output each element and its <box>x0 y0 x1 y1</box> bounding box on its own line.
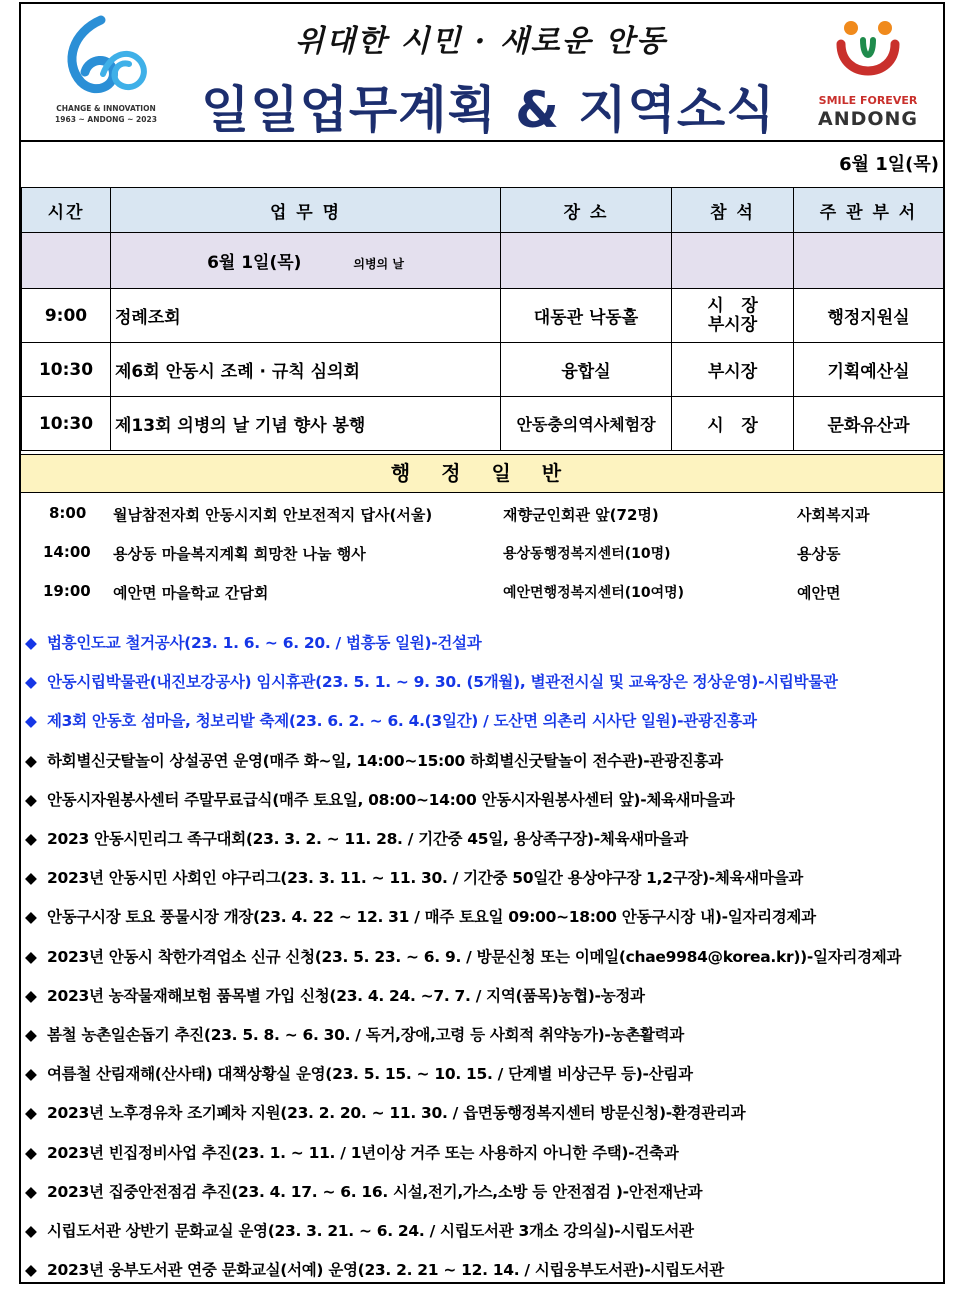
col-header-task: 업 무 명 <box>111 188 501 233</box>
notice-text: 법흥인도교 철거공사(23. 1. 6. ~ 6. 20. / 법흥동 일원)-건설과 <box>47 634 482 652</box>
header <box>21 4 943 142</box>
diamond-bullet-icon: ◆ <box>25 1026 37 1044</box>
row-time: 10:30 <box>22 397 111 451</box>
page-title: 일일업무계획 & 지역소식 <box>201 81 776 139</box>
row-attend: 시 장 <box>672 397 794 451</box>
table-row <box>22 289 944 343</box>
admin-dept: 사회복지과 <box>797 506 870 524</box>
notice-text: 여름철 산림재해(산사태) 대책상황실 운영(23. 5. 15. ~ 10. 15. / 단계별 비상근무 등)-산림과 <box>47 1065 693 1084</box>
col-header-dept: 주 관 부 서 <box>794 188 944 233</box>
diamond-bullet-icon: ◆ <box>25 947 37 966</box>
logo-caption-2: 1963 ~ ANDONG ~ 2023 <box>55 115 157 124</box>
diamond-bullet-icon: ◆ <box>25 634 37 652</box>
diamond-bullet-icon: ◆ <box>25 986 37 1005</box>
row-dept: 행정지원실 <box>794 289 944 343</box>
col-header-attend: 참 석 <box>672 188 794 233</box>
admin-time: 8:00 <box>49 504 87 522</box>
diamond-bullet-icon: ◆ <box>25 712 37 731</box>
row-place: 융합실 <box>501 343 672 397</box>
notice-text: 2023년 농작물재해보험 품목별 가입 신청(23. 4. 24. ~7. 7. / 지역(품목)농협)-농정과 <box>47 986 645 1005</box>
admin-task: 용상동 마을복지계획 희망찬 나눔 행사 <box>113 545 366 563</box>
notice-item <box>25 984 941 1006</box>
diamond-bullet-icon: ◆ <box>25 869 37 888</box>
notice-item <box>25 631 941 653</box>
admin-time: 14:00 <box>43 543 91 561</box>
notice-item <box>25 1141 941 1163</box>
row-place: 안동충의역사체험장 <box>501 397 672 451</box>
admin-dept: 예안면 <box>797 584 841 602</box>
admin-task: 예안면 마을학교 간담회 <box>113 584 269 602</box>
diamond-bullet-icon: ◆ <box>25 830 37 848</box>
notice-item <box>25 1062 941 1084</box>
notice-text: 안동구시장 토요 풍물시장 개장(23. 4. 22 ~ 12. 31 / 매주 토요일 09:00~18:00 안동구시장 내)-일자리경제과 <box>47 908 816 927</box>
admin-task: 월남참전자회 안동시지회 안보전적지 답사(서울) <box>113 506 433 524</box>
notice-item <box>25 670 941 692</box>
slogan: 위대한 시민 · 새로운 안동 <box>294 24 668 59</box>
notice-text: 2023년 안동시민 사회인 야구리그(23. 3. 11. ~ 11. 30. / 기간중 50일간 용상야구장 1,2구장)-체육새마을과 <box>47 869 803 888</box>
document-frame <box>19 2 945 1284</box>
notice-text: 안동시자원봉사센터 주말무료급식(매주 토요일, 08:00~14:00 안동시자원봉사센터 앞)-체육새마을과 <box>47 790 735 809</box>
notice-text: 2023년 빈집정비사업 추진(23. 1. ~ 11. / 1년이상 거주 또는 사용하지 아니한 주택)-건축과 <box>47 1143 679 1162</box>
row-dept: 문화유산과 <box>794 397 944 451</box>
sixty-anniversary-icon <box>51 12 161 104</box>
row-task: 제13회 의병의 날 기념 향사 봉행 <box>111 397 501 451</box>
notice-text: 2023년 노후경유차 조기폐차 지원(23. 2. 20. ~ 11. 30. / 읍면동행정복지센터 방문신청)-환경관리과 <box>47 1104 746 1123</box>
notice-item <box>25 945 941 967</box>
notice-item <box>25 1258 941 1280</box>
admin-row <box>21 582 943 604</box>
day-label: 6월 1일(목) <box>207 253 302 273</box>
diamond-bullet-icon: ◆ <box>25 751 37 770</box>
admin-row <box>21 543 943 565</box>
notice-item <box>25 749 941 771</box>
document-date: 6월 1일(목) <box>839 154 939 175</box>
logo-andong: ANDONG <box>817 108 919 130</box>
notice-text: 2023년 안동시 착한가격업소 신규 신청(23. 5. 23. ~ 6. 9. / 방문신청 또는 이메일(chae9984@korea.kr))-일자리경제과 <box>47 947 902 966</box>
row-attend <box>672 289 794 343</box>
notice-text: 하회별신굿탈놀이 상설공연 운영(매주 화~일, 14:00~15:00 하회별신굿탈놀이 전수관)-관광진흥과 <box>47 751 723 770</box>
row-attend-line2: 부시장 <box>707 314 758 335</box>
notice-item <box>25 905 941 927</box>
andong-60th-logo <box>51 12 161 132</box>
smile-forever-andong-logo <box>803 10 933 136</box>
day-note: 의병의 날 <box>353 257 404 271</box>
diamond-bullet-icon: ◆ <box>25 673 37 692</box>
notice-text: 안동시립박물관(내진보강공사) 임시휴관(23. 5. 1. ~ 9. 30. (5개월), 별관전시실 및 교육장은 정상운영)-시립박물관 <box>47 673 838 692</box>
notice-item <box>25 709 941 731</box>
notice-item <box>25 1101 941 1123</box>
notice-text: 시립도서관 상반기 문화교실 운영(23. 3. 21. ~ 6. 24. / 시립도서관 3개소 강의실)-시립도서관 <box>47 1222 694 1240</box>
table-row <box>22 397 944 451</box>
schedule-day-row <box>22 233 944 289</box>
row-task: 제6회 안동시 조례 · 규칙 심의회 <box>111 343 501 397</box>
diamond-bullet-icon: ◆ <box>25 1104 37 1123</box>
diamond-bullet-icon: ◆ <box>25 1222 37 1240</box>
notice-text: 제3회 안동호 섬마을, 청보리밭 축제(23. 6. 2. ~ 6. 4.(3일간) / 도산면 의촌리 시사단 일원)-관광진흥과 <box>47 712 757 731</box>
schedule-table <box>21 187 944 451</box>
row-dept: 기획예산실 <box>794 343 944 397</box>
row-place: 대동관 낙동홀 <box>501 289 672 343</box>
admin-dept: 용상동 <box>797 545 841 563</box>
admin-place: 재향군인회관 앞(72명) <box>503 506 659 524</box>
logo-caption-1: CHANGE & INNOVATION <box>56 104 156 113</box>
notice-item <box>25 1180 941 1202</box>
diamond-bullet-icon: ◆ <box>25 1261 37 1280</box>
row-attend-line1: 시 장 <box>707 295 758 316</box>
admin-row <box>21 504 943 526</box>
smile-andong-icon <box>803 10 933 94</box>
notice-item <box>25 788 941 810</box>
schedule-header-row <box>22 188 944 233</box>
notice-item <box>25 827 941 849</box>
row-attend: 부시장 <box>672 343 794 397</box>
notice-text: 2023년 웅부도서관 연중 문화교실(서예) 운영(23. 2. 21 ~ 12. 14. / 시립웅부도서관)-시립도서관 <box>47 1261 724 1280</box>
admin-place: 예안면행정복지센터(10여명) <box>503 585 685 601</box>
notice-item <box>25 1023 941 1045</box>
diamond-bullet-icon: ◆ <box>25 908 37 927</box>
notice-text: 2023년 집중안전점검 추진(23. 4. 17. ~ 6. 16. 시설,전기,가스,소방 등 안전점검 )-안전재난과 <box>47 1182 703 1201</box>
notice-item <box>25 1219 941 1241</box>
diamond-bullet-icon: ◆ <box>25 1065 37 1084</box>
row-task: 정례조회 <box>111 289 501 343</box>
admin-time: 19:00 <box>43 582 91 600</box>
row-time: 10:30 <box>22 343 111 397</box>
col-header-place: 장 소 <box>501 188 672 233</box>
row-time: 9:00 <box>22 289 111 343</box>
notice-text: 봄철 농촌일손돕기 추진(23. 5. 8. ~ 6. 30. / 독거,장애,고령 등 사회적 취약농가)-농촌활력과 <box>47 1026 684 1044</box>
admin-place: 용상동행정복지센터(10명) <box>503 546 671 562</box>
notice-text: 2023 안동시민리그 족구대회(23. 3. 2. ~ 11. 28. / 기간중 45일, 용상족구장)-체육새마을과 <box>47 830 688 848</box>
logo-smile-forever: SMILE FOREVER <box>818 94 918 107</box>
notice-item <box>25 866 941 888</box>
diamond-bullet-icon: ◆ <box>25 1182 37 1201</box>
admin-section-title: 행 정 일 반 <box>21 454 943 493</box>
diamond-bullet-icon: ◆ <box>25 790 37 809</box>
table-row <box>22 343 944 397</box>
col-header-time: 시간 <box>22 188 111 233</box>
diamond-bullet-icon: ◆ <box>25 1143 37 1162</box>
